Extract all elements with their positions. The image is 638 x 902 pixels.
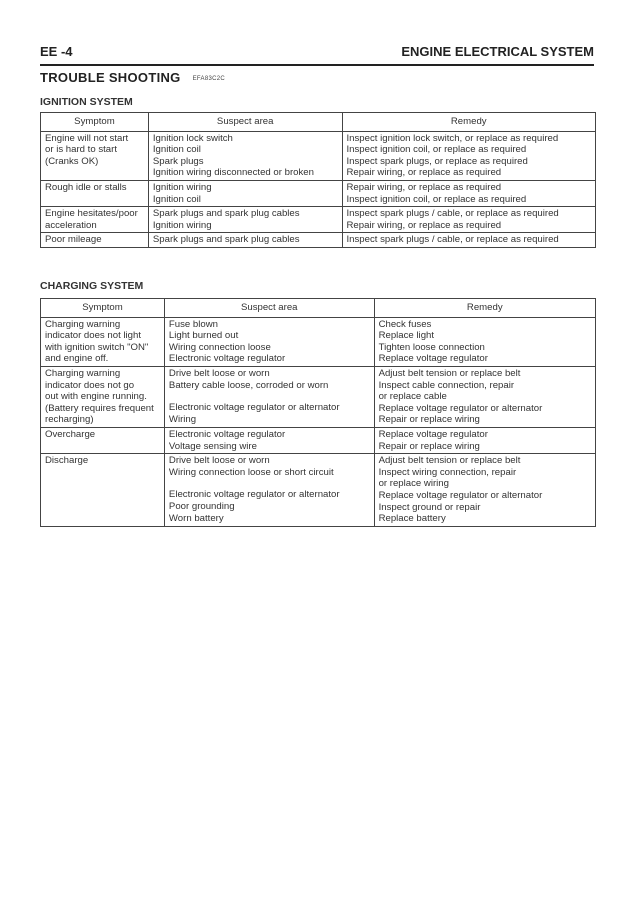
cell-line: Inspect cable connection, repair bbox=[378, 379, 515, 391]
table-row bbox=[41, 317, 596, 366]
suspect-area-cell bbox=[164, 366, 374, 427]
cell-line: Spark plugs and spark plug cables bbox=[152, 208, 300, 220]
cell-line: Replace voltage regulator bbox=[378, 353, 488, 365]
cell-line: or is hard to start bbox=[45, 144, 117, 156]
cell-line: Electronic voltage regulator or alternator bbox=[168, 489, 340, 501]
cell-line: (Battery requires frequent bbox=[45, 402, 154, 414]
ignition-table bbox=[40, 112, 596, 248]
cell-line: Charging warning bbox=[45, 318, 121, 330]
document-title bbox=[40, 70, 225, 85]
cell-line: Adjust belt tension or replace belt bbox=[378, 455, 521, 467]
cell-line: Inspect spark plugs / cable, or replace as required bbox=[346, 234, 559, 246]
cell-line: Repair or replace wiring bbox=[378, 414, 480, 426]
cell-line: Repair or replace wiring bbox=[378, 440, 480, 452]
cell-line: Replace voltage regulator bbox=[378, 428, 488, 440]
cell-line: Ignition wiring bbox=[152, 219, 212, 231]
symptom-cell bbox=[41, 454, 165, 527]
cell-line: Inspect spark plugs, or replace as required bbox=[346, 155, 528, 167]
table-header-row bbox=[41, 299, 596, 318]
charging-table-body bbox=[41, 317, 596, 526]
cell-line: Repair wiring, or replace as required bbox=[346, 219, 502, 231]
cell-line: Spark plugs and spark plug cables bbox=[152, 234, 300, 246]
cell-line: Adjust belt tension or replace belt bbox=[378, 367, 521, 379]
cell-line: Inspect spark plugs / cable, or replace as required bbox=[346, 208, 559, 220]
cell-line: Repair wiring, or replace as required bbox=[346, 167, 502, 179]
suspect-area-cell bbox=[148, 180, 342, 206]
remedy-cell bbox=[342, 207, 596, 233]
ignition-heading: IGNITION SYSTEM bbox=[40, 96, 133, 108]
symptom-cell bbox=[41, 207, 149, 233]
cell-line: Wiring bbox=[168, 413, 197, 425]
cell-line: Tighten loose connection bbox=[378, 341, 485, 353]
column-header-remedy: Remedy bbox=[342, 113, 596, 132]
cell-line: Voltage sensing wire bbox=[168, 440, 257, 452]
remedy-cell bbox=[374, 454, 595, 527]
table-row bbox=[41, 180, 596, 206]
suspect-area-cell bbox=[148, 131, 342, 180]
cell-line: indicator does not light bbox=[45, 330, 141, 342]
cell-line: out with engine running. bbox=[45, 391, 147, 403]
cell-line: Charging warning bbox=[45, 367, 121, 379]
column-header-remedy: Remedy bbox=[374, 299, 595, 318]
cell-line: Replace voltage regulator or alternator bbox=[378, 402, 543, 414]
page-header bbox=[40, 44, 594, 66]
cell-line: with ignition switch "ON" bbox=[45, 341, 149, 353]
cell-line: Inspect ground or repair bbox=[378, 501, 481, 513]
symptom-cell bbox=[41, 427, 165, 453]
cell-line: Engine will not start bbox=[45, 132, 129, 144]
symptom-cell bbox=[41, 180, 149, 206]
cell-line: Spark plugs bbox=[152, 155, 204, 167]
cell-line: Replace light bbox=[378, 330, 435, 342]
cell-line: Rough idle or stalls bbox=[45, 181, 127, 193]
page-number: EE -4 bbox=[40, 44, 73, 59]
cell-line bbox=[169, 391, 370, 402]
symptom-cell bbox=[41, 131, 149, 180]
section-title: ENGINE ELECTRICAL SYSTEM bbox=[401, 44, 594, 59]
cell-line: Drive belt loose or worn bbox=[168, 367, 270, 379]
remedy-cell bbox=[342, 233, 596, 248]
cell-line: Repair wiring, or replace as required bbox=[346, 181, 502, 193]
remedy-cell bbox=[342, 131, 596, 180]
column-header-symptom: Symptom bbox=[41, 113, 149, 132]
cell-line: Wiring connection loose or short circuit bbox=[168, 466, 334, 478]
table-header-row bbox=[41, 113, 596, 132]
cell-line: Replace battery bbox=[378, 513, 446, 525]
charging-table bbox=[40, 298, 596, 527]
cell-line: Overcharge bbox=[45, 428, 96, 440]
cell-line: Drive belt loose or worn bbox=[168, 455, 270, 467]
cell-line: and engine off. bbox=[45, 353, 109, 365]
remedy-cell bbox=[342, 180, 596, 206]
cell-line: Inspect ignition coil, or replace as required bbox=[346, 144, 527, 156]
cell-line: Ignition coil bbox=[152, 144, 201, 156]
cell-line: Light burned out bbox=[168, 330, 239, 342]
cell-line: Discharge bbox=[45, 455, 89, 467]
cell-line: Poor grounding bbox=[168, 500, 235, 512]
cell-line: Poor mileage bbox=[45, 234, 102, 246]
charging-heading: CHARGING SYSTEM bbox=[40, 280, 144, 292]
suspect-area-cell bbox=[164, 317, 374, 366]
cell-line: Ignition lock switch bbox=[152, 132, 233, 144]
cell-line: Worn battery bbox=[168, 512, 224, 524]
symptom-cell bbox=[41, 233, 149, 248]
title-text: TROUBLE SHOOTING bbox=[40, 70, 181, 85]
symptom-cell bbox=[41, 366, 165, 427]
cell-line: Electronic voltage regulator or alternator bbox=[168, 402, 340, 414]
cell-line: recharging) bbox=[45, 414, 94, 426]
remedy-cell bbox=[374, 366, 595, 427]
suspect-area-cell bbox=[164, 427, 374, 453]
cell-line: Battery cable loose, corroded or worn bbox=[168, 379, 329, 391]
table-row bbox=[41, 454, 596, 527]
cell-line: indicator does not go bbox=[45, 379, 135, 391]
cell-line: or replace wiring bbox=[378, 478, 449, 490]
table-row bbox=[41, 233, 596, 248]
suspect-area-cell bbox=[164, 454, 374, 527]
ignition-table-body bbox=[41, 131, 596, 247]
cell-line: (Cranks OK) bbox=[45, 155, 99, 167]
cell-line: Fuse blown bbox=[168, 318, 218, 330]
suspect-area-cell bbox=[148, 207, 342, 233]
remedy-cell bbox=[374, 317, 595, 366]
cell-line: Electronic voltage regulator bbox=[168, 428, 286, 440]
cell-line: Ignition wiring bbox=[152, 181, 212, 193]
table-row bbox=[41, 207, 596, 233]
column-header-symptom: Symptom bbox=[41, 299, 165, 318]
table-row bbox=[41, 366, 596, 427]
cell-line: Check fuses bbox=[378, 318, 432, 330]
cell-line: Replace voltage regulator or alternator bbox=[378, 489, 543, 501]
cell-line bbox=[169, 478, 370, 489]
cell-line: acceleration bbox=[45, 219, 97, 231]
cell-line: Inspect ignition coil, or replace as required bbox=[346, 193, 527, 205]
title-code: EFA83C2C bbox=[192, 75, 225, 82]
symptom-cell bbox=[41, 317, 165, 366]
column-header-suspect-area: Suspect area bbox=[164, 299, 374, 318]
cell-line: Wiring connection loose bbox=[168, 341, 271, 353]
cell-line: Electronic voltage regulator bbox=[168, 353, 286, 365]
cell-line: Ignition wiring disconnected or broken bbox=[152, 167, 314, 179]
cell-line: Engine hesitates/poor bbox=[45, 208, 138, 220]
table-row bbox=[41, 427, 596, 453]
cell-line: Inspect ignition lock switch, or replace as required bbox=[346, 132, 559, 144]
suspect-area-cell bbox=[148, 233, 342, 248]
cell-line: or replace cable bbox=[378, 391, 447, 403]
column-header-suspect-area: Suspect area bbox=[148, 113, 342, 132]
cell-line: Inspect wiring connection, repair bbox=[378, 466, 517, 478]
table-row bbox=[41, 131, 596, 180]
cell-line: Ignition coil bbox=[152, 193, 201, 205]
remedy-cell bbox=[374, 427, 595, 453]
